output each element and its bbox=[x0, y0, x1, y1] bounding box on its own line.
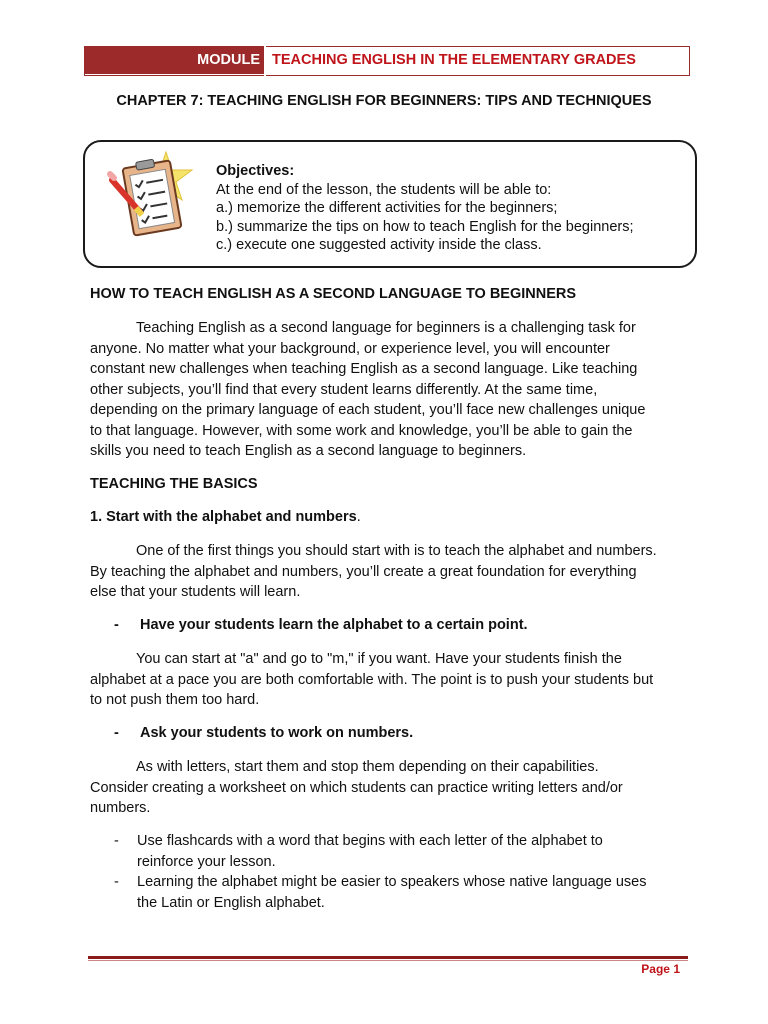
section-heading-esl: HOW TO TEACH ENGLISH AS A SECOND LANGUAGE TO BEGINNERS bbox=[90, 286, 577, 302]
point-numbers-heading bbox=[114, 725, 413, 741]
paragraph-line: alphabet at a pace you are both comfortable with. The point is to push your students but bbox=[90, 671, 654, 688]
paragraph-line: Consider creating a worksheet on which students can practice writing letters and/or bbox=[90, 779, 623, 796]
list-item-text: Learning the alphabet might be easier to speakers whose native language uses bbox=[137, 874, 647, 890]
footer-rule bbox=[88, 956, 688, 959]
list-item-continuation: reinforce your lesson. bbox=[137, 853, 276, 870]
paragraph-line: anyone. No matter what your background, or experience level, you will encounter bbox=[90, 340, 610, 357]
paragraph-line: As with letters, start them and stop them depending on their capabilities. bbox=[136, 759, 599, 775]
module-title: TEACHING ENGLISH IN THE ELEMENTARY GRADES bbox=[272, 52, 636, 68]
objectives-text bbox=[216, 162, 634, 255]
section-heading-basics: TEACHING THE BASICS bbox=[90, 476, 258, 492]
objectives-heading: Objectives: bbox=[216, 163, 295, 179]
footer-rule-thin bbox=[88, 960, 688, 961]
point-title: Have your students learn the alphabet to a certain point. bbox=[140, 617, 528, 633]
paragraph-line: to that language. However, with some work and knowledge, you’ll be able to gain the bbox=[90, 422, 633, 439]
chapter-title: CHAPTER 7: TEACHING ENGLISH FOR BEGINNERS: TIPS AND TECHNIQUES bbox=[116, 93, 652, 109]
point-title: Ask your students to work on numbers. bbox=[140, 725, 414, 741]
list-item-text: Use flashcards with a word that begins with each letter of the alphabet to bbox=[137, 833, 603, 849]
paragraph-line: other subjects, you’ll find that every student learns differently. At the same time, bbox=[90, 381, 598, 398]
alphabet-intro-paragraph bbox=[90, 541, 690, 603]
dash-marker: - bbox=[114, 833, 119, 849]
dash-marker: - bbox=[114, 874, 119, 890]
objectives-line: c.) execute one suggested activity inside the class. bbox=[216, 237, 542, 253]
point-numbers-paragraph bbox=[90, 757, 690, 819]
objectives-line: b.) summarize the tips on how to teach English for the beginners; bbox=[216, 218, 634, 235]
subheading-period: . bbox=[356, 509, 361, 525]
list-item bbox=[114, 872, 646, 893]
module-label: MODULE bbox=[197, 52, 260, 68]
paragraph-line: By teaching the alphabet and numbers, you’ll create a great foundation for everything bbox=[90, 563, 637, 580]
dash-marker: - bbox=[114, 725, 119, 741]
page-number: Page 1 bbox=[641, 962, 680, 976]
paragraph-line: constant new challenges when teaching English as a second language. Like teaching bbox=[90, 361, 638, 377]
paragraph-line: else that your students will learn. bbox=[90, 584, 301, 600]
subheading-text: 1. Start with the alphabet and numbers bbox=[90, 509, 357, 525]
paragraph-line: to not push them too hard. bbox=[90, 692, 260, 708]
paragraph-line: depending on the primary language of each student, you’ll face new challenges unique bbox=[90, 402, 646, 418]
list-item-continuation: the Latin or English alphabet. bbox=[137, 894, 325, 911]
dash-marker: - bbox=[114, 617, 119, 633]
objectives-line: At the end of the lesson, the students will be able to: bbox=[216, 181, 552, 198]
point-alphabet-paragraph bbox=[90, 649, 690, 711]
point-alphabet-heading bbox=[114, 617, 528, 633]
objectives-line: a.) memorize the different activities for the beginners; bbox=[216, 200, 558, 216]
esl-intro-paragraph bbox=[90, 318, 690, 462]
subheading-alphabet-numbers bbox=[90, 509, 361, 525]
bullet-list bbox=[114, 831, 646, 913]
paragraph-line: numbers. bbox=[90, 800, 151, 816]
paragraph-line: One of the first things you should start with is to teach the alphabet and numbers. bbox=[136, 543, 657, 559]
module-divider bbox=[264, 46, 266, 76]
paragraph-line: Teaching English as a second language for beginners is a challenging task for bbox=[136, 320, 636, 336]
paragraph-line: skills you need to teach English as a second language to beginners. bbox=[90, 443, 527, 459]
paragraph-line: You can start at "a" and go to "m," if you want. Have your students finish the bbox=[136, 651, 622, 667]
list-item bbox=[114, 831, 646, 852]
clipboard-checklist-icon bbox=[106, 150, 202, 240]
